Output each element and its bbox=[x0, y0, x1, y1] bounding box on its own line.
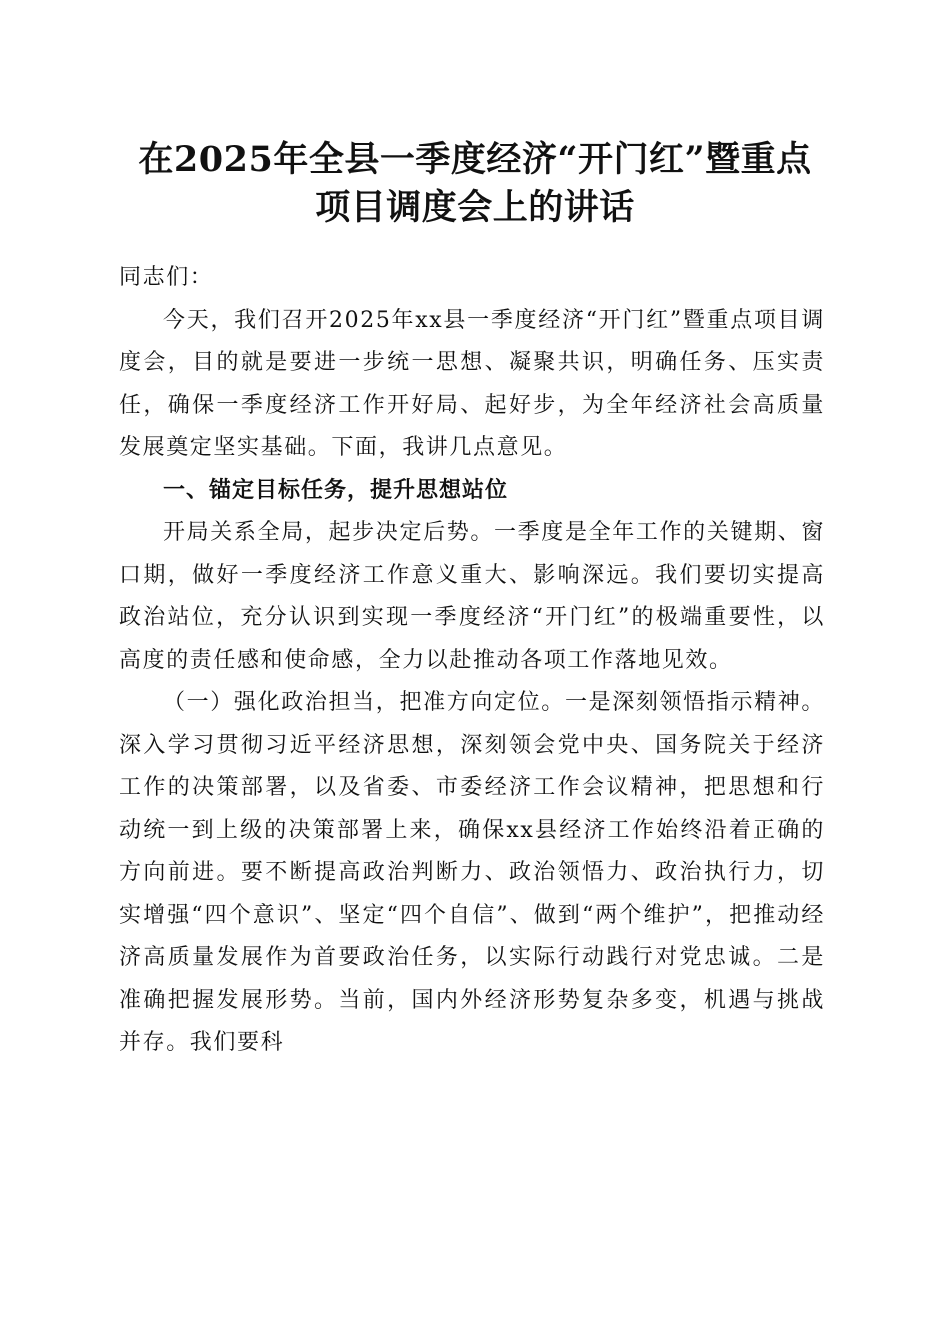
title-line-1: 在2025年全县一季度经济“开门红”暨重点 bbox=[138, 139, 812, 180]
intro-paragraph: 今天，我们召开2025年xx县一季度经济“开门红”暨重点项目调度会，目的就是要进一步统一思想、凝聚共识，明确任务、压实责任，确保一季度经济工作开好局、起好步，为全年经济社会高质量发展奠定坚实基础。下面，我讲几点意见。 bbox=[119, 307, 825, 460]
subsection-1-paragraph: （一）强化政治担当，把准方向定位。一是深刻领悟指示精神。深入学习贯彻习近平经济思想，深刻领会党中央、国务院关于经济工作的决策部署，以及省委、市委经济工作会议精神，把思想和行动统一到上级的决策部署上来，确保xx县经济工作始终沿着正确的方向前进。要不断提高政治判断力、政治领悟力、政治执行力，切实增强“四个意识”、坚定“四个自信”、做到“两个维护”，把推动经济高质量发展作为首要政治任务，以实际行动践行对党忠诚。二是准确把握发展形势。当前，国内外经济形势复杂多变，机遇与挑战并存。我们要科 bbox=[119, 690, 825, 1055]
document-title bbox=[100, 136, 850, 232]
document-body bbox=[119, 257, 825, 1065]
section-heading-1: 一、锚定目标任务，提升思想站位 bbox=[163, 477, 509, 503]
title-line-2: 项目调度会上的讲话 bbox=[315, 187, 635, 228]
section-1-paragraph: 开局关系全局，起步决定后势。一季度是全年工作的关键期、窗口期，做好一季度经济工作意义重大、影响深远。我们要切实提高政治站位，充分认识到实现一季度经济“开门红”的极端重要性，以高度的责任感和使命感，全力以赴推动各项工作落地见效。 bbox=[119, 520, 825, 673]
greeting: 同志们： bbox=[119, 265, 214, 290]
